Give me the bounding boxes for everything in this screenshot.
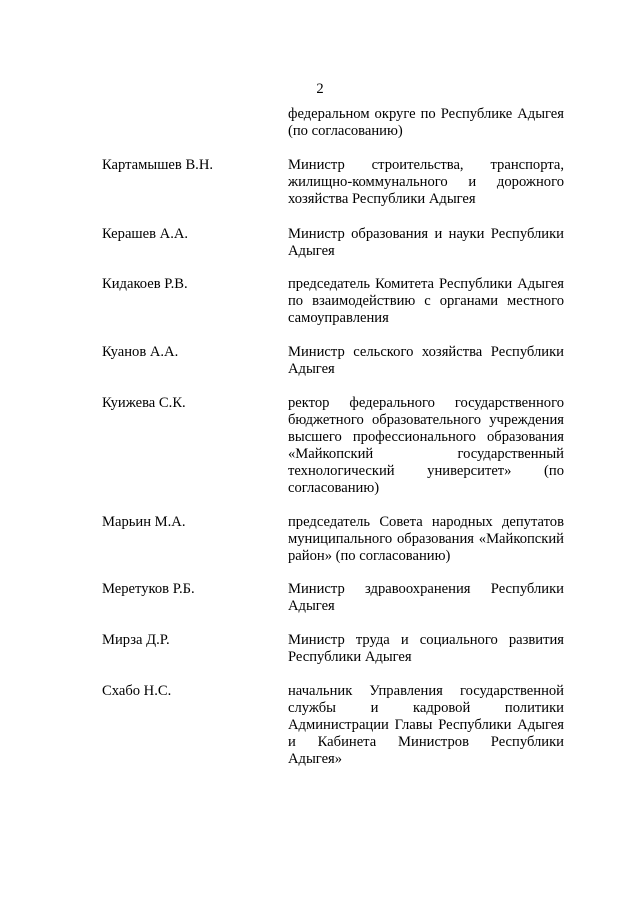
member-position: председатель Комитета Республики Адыгея по взаимодействию с органами местного самоуправления xyxy=(288,276,564,326)
member-position: Министр строительства, транспорта, жилищно-коммунального и дорожного хозяйства Республики Адыгея xyxy=(288,157,564,207)
member-position: Министр сельского хозяйства Республики Адыгея xyxy=(288,344,564,377)
member-name: Куижева С.К. xyxy=(102,395,186,411)
page-number: 2 xyxy=(316,81,324,97)
member-name: Марьин М.А. xyxy=(102,514,186,530)
member-name: Схабо Н.С. xyxy=(102,683,172,699)
member-name: Картамышев В.Н. xyxy=(102,157,214,173)
member-position: председатель Совета народных депутатов муниципального образования «Майкопский район» (по согласованию) xyxy=(288,514,564,564)
continuation-line: (по согласованию) xyxy=(288,123,403,139)
continuation-text xyxy=(288,106,564,140)
member-name: Меретуков Р.Б. xyxy=(102,581,195,597)
member-name: Куанов А.А. xyxy=(102,344,179,360)
member-position: Министр здравоохранения Республики Адыгея xyxy=(288,581,564,614)
member-name: Керашев А.А. xyxy=(102,226,189,242)
continuation-line: федеральном округе по Республике Адыгея xyxy=(288,106,564,122)
member-position: ректор федерального государственного бюджетного образовательного учреждения высшего профессионального образования «Майкопский государственный технологический университет» (по согласованию) xyxy=(288,395,564,496)
member-position: Министр образования и науки Республики Адыгея xyxy=(288,226,564,259)
member-position: начальник Управления государственной службы и кадровой политики Администрации Главы Республики Адыгея и Кабинета Министров Республики Адыгея» xyxy=(288,683,564,767)
member-name: Кидакоев Р.В. xyxy=(102,276,188,292)
member-name: Мирза Д.Р. xyxy=(102,632,170,648)
member-position: Министр труда и социального развития Республики Адыгея xyxy=(288,632,564,665)
